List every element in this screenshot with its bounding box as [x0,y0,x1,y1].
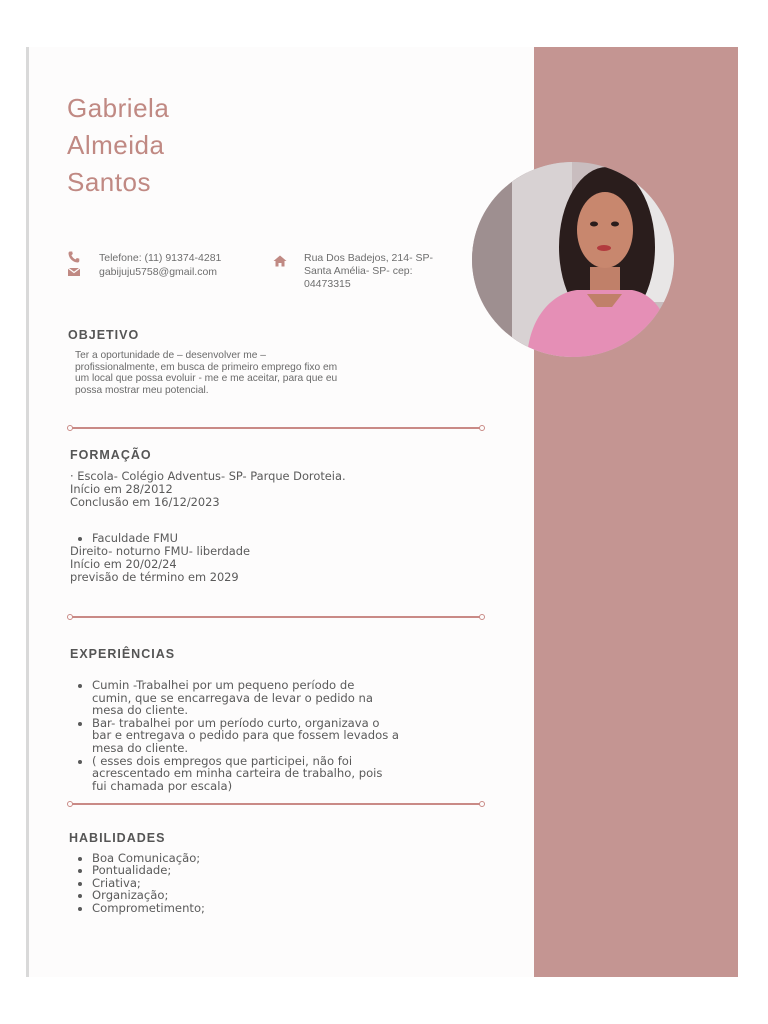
experiencias-title: EXPERIÊNCIAS [70,647,176,661]
experiencia-line: bar e entregava o pedido para que fossem levados a [92,728,400,743]
section-divider [70,616,482,618]
objetivo-line: Ter a oportunidade de – desenvolver me – [75,350,266,361]
address-line: 04473315 [304,278,351,290]
experiencia-line: mesa do cliente. [92,703,189,718]
envelope-icon [68,267,80,279]
habilidades-list [76,852,205,914]
habilidade-item: • Pontualidade; [92,864,205,876]
formacao-title: FORMAÇÃO [70,448,152,462]
formacao-line: Início em 20/02/24 [70,557,177,571]
name-line-first: Gabriela [67,93,170,123]
address-line: Rua Dos Badejos, 214- SP- [304,252,433,264]
experiencia-item [92,755,486,793]
objetivo-line: possa mostrar meu potencial. [75,384,209,396]
candidate-name [67,90,169,201]
formacao-bullet: • Faculdade FMU [92,532,250,545]
experiencia-line: • Cumin -Trabalhei por um pequeno período de [92,678,355,692]
objetivo-line: profissionalmente, em busca de primeiro emprego fixo em [75,361,338,373]
formacao-college [70,532,250,584]
name-line-last: Santos [67,167,151,197]
objetivo-title: OBJETIVO [68,328,140,342]
phone-icon [68,251,80,265]
objetivo-text [75,350,337,396]
address-line: Santa Amélia- SP- cep: [304,265,413,277]
formacao-line: Conclusão em 16/12/2023 [70,495,220,509]
experiencia-item [92,717,486,755]
habilidade-item: • Criativa; [92,877,205,889]
formacao-school [70,470,346,509]
formacao-line: Direito- noturno FMU- liberdade [70,544,251,558]
home-icon [273,255,287,269]
phone-text: Telefone: (11) 91374-4281 [99,252,222,264]
experiencia-line: cumin, que se encarregava de levar o pedido na [92,690,374,705]
habilidades-title: HABILIDADES [69,831,166,845]
experiencia-line: acrescentado em minha carteira de trabalho, pois [92,766,383,781]
name-line-middle: Almeida [67,130,165,160]
formacao-line: Início em 28/2012 [70,482,173,496]
objetivo-line: um local que possa evoluir - me e me aceitar, para que eu [75,373,338,384]
experiencia-item [92,679,486,717]
profile-photo [472,162,674,357]
habilidade-item: • Organização; [92,889,205,901]
habilidade-item: • Boa Comunicação; [92,852,205,864]
email-text: gabijuju5758@gmail.com [99,266,218,278]
experiencia-line: • Bar- trabalhei por um período curto, organizava o [92,715,380,730]
section-divider [70,803,482,805]
formacao-line: · Escola- Colégio Adventus- SP- Parque Doroteia. [70,469,346,483]
experiencia-line: fui chamada por escala) [92,778,233,793]
address-text [304,252,433,291]
section-divider [70,427,482,429]
experiencias-list [76,679,486,792]
formacao-line: previsão de término em 2029 [70,570,239,584]
experiencia-line: • ( esses dois empregos que participei, não foi [92,753,353,768]
habilidade-item: • Comprometimento; [92,902,205,914]
experiencia-line: mesa do cliente. [92,740,189,755]
